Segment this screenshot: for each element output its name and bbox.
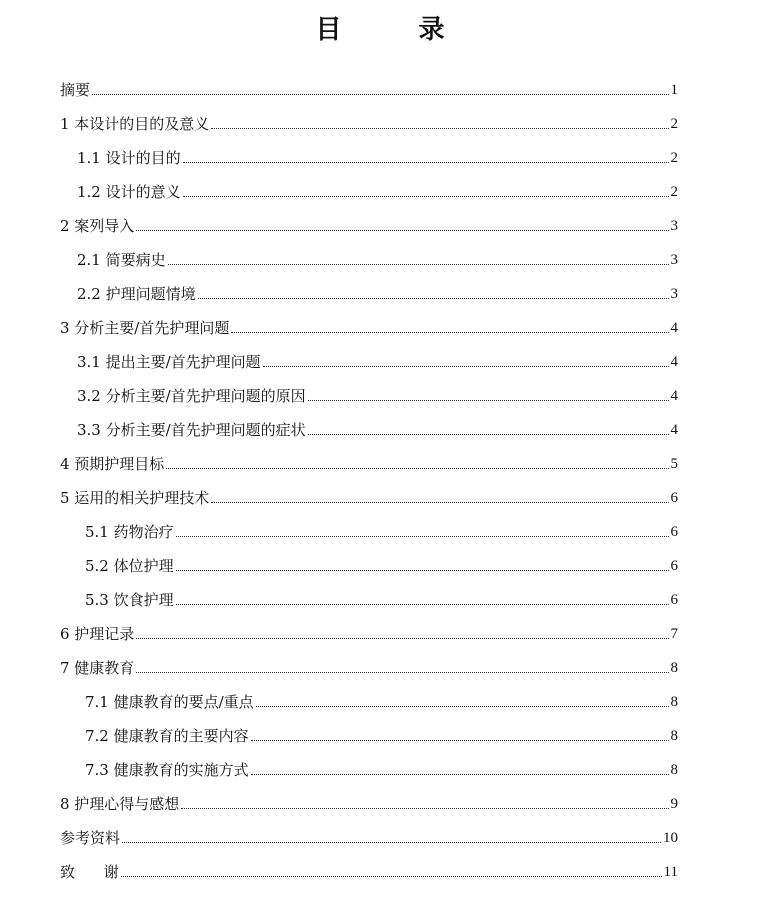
toc-entry-section-7-2[interactable]	[85, 722, 678, 746]
dot-leader	[92, 94, 668, 95]
toc-entry-chapter-8[interactable]	[60, 790, 678, 814]
toc-entry-page: 5	[670, 456, 678, 472]
toc-entry-section-5-1[interactable]	[85, 518, 678, 542]
toc-entry-label: 2.1 简要病史	[77, 251, 166, 269]
toc-entry-label: 5.2 体位护理	[85, 557, 174, 575]
dot-leader	[308, 400, 669, 401]
toc-entry-label: 7.2 健康教育的主要内容	[85, 727, 249, 745]
toc-entry-label: 7.1 健康教育的要点/重点	[85, 693, 254, 711]
toc-entry-page: 1	[670, 82, 678, 98]
dot-leader	[251, 774, 669, 775]
toc-entry-label: 5.3 饮食护理	[85, 591, 174, 609]
toc-entry-label: 7.3 健康教育的实施方式	[85, 761, 249, 779]
toc-entry-label: 6 护理记录	[60, 625, 135, 643]
dot-leader	[308, 434, 669, 435]
dot-leader	[121, 876, 662, 877]
toc-entry-chapter-3[interactable]	[60, 314, 678, 338]
toc-entry-label: 4 预期护理目标	[60, 455, 165, 473]
toc-entry-page: 4	[670, 422, 678, 438]
toc-entry-page: 6	[670, 592, 678, 608]
toc-entry-chapter-5[interactable]	[60, 484, 678, 508]
toc-entry-page: 8	[670, 660, 678, 676]
toc-entry-section-2-2[interactable]	[77, 280, 678, 304]
toc-entry-label: 摘要	[60, 81, 91, 99]
toc-entry-page: 3	[670, 286, 678, 302]
toc-entry-section-3-3[interactable]	[77, 416, 678, 440]
dot-leader	[176, 570, 669, 571]
toc-entry-section-3-2[interactable]	[77, 382, 678, 406]
toc-entry-label: 7 健康教育	[60, 659, 135, 677]
toc-entry-page: 8	[670, 762, 678, 778]
dot-leader	[168, 264, 669, 265]
toc-entry-chapter-2[interactable]	[60, 212, 678, 236]
toc-entry-page: 2	[670, 116, 678, 132]
page-title: 目 录	[315, 15, 479, 45]
toc-entry-label: 3.1 提出主要/首先护理问题	[77, 353, 261, 371]
dot-leader	[176, 604, 669, 605]
toc-entry-chapter-4[interactable]	[60, 450, 678, 474]
toc-entry-section-7-1[interactable]	[85, 688, 678, 712]
toc-entry-page: 6	[670, 558, 678, 574]
dot-leader	[176, 536, 669, 537]
dot-leader	[211, 502, 668, 503]
dot-leader	[251, 740, 669, 741]
toc-entry-page: 4	[670, 388, 678, 404]
toc-entry-page: 3	[670, 218, 678, 234]
toc-entry-page: 9	[670, 796, 678, 812]
dot-leader	[263, 366, 669, 367]
dot-leader	[231, 332, 668, 333]
toc-entry-label: 2.2 护理问题情境	[77, 285, 196, 303]
toc-entry-section-5-3[interactable]	[85, 586, 678, 610]
toc-entry-label: 参考资料	[60, 829, 121, 847]
dot-leader	[166, 468, 668, 469]
toc-entry-label: 3.3 分析主要/首先护理问题的症状	[77, 421, 306, 439]
toc-entry-page: 11	[663, 864, 678, 880]
dot-leader	[136, 672, 668, 673]
dot-leader	[183, 196, 669, 197]
toc-entry-label: 致 谢	[60, 863, 119, 881]
toc-entry-abstract[interactable]	[60, 76, 678, 100]
toc-entry-section-1-2[interactable]	[77, 178, 678, 202]
dot-leader	[136, 638, 668, 639]
toc-entry-label: 1 本设计的目的及意义	[60, 115, 210, 133]
toc-entry-chapter-1[interactable]	[60, 110, 678, 134]
toc-entry-label: 3 分析主要/首先护理问题	[60, 319, 230, 337]
toc-entry-section-3-1[interactable]	[77, 348, 678, 372]
dot-leader	[136, 230, 668, 231]
toc-entry-section-7-3[interactable]	[85, 756, 678, 780]
toc-entry-page: 6	[670, 524, 678, 540]
toc-entry-page: 10	[663, 830, 678, 846]
toc-entry-label: 8 护理心得与感想	[60, 795, 180, 813]
toc-entry-label: 1.1 设计的目的	[77, 149, 181, 167]
toc-entry-page: 4	[670, 354, 678, 370]
toc-entry-page: 6	[670, 490, 678, 506]
toc-entry-page: 4	[670, 320, 678, 336]
toc-entry-section-2-1[interactable]	[77, 246, 678, 270]
toc-entry-chapter-7[interactable]	[60, 654, 678, 678]
dot-leader	[181, 808, 668, 809]
toc-entry-chapter-6[interactable]	[60, 620, 678, 644]
toc-entry-page: 2	[670, 184, 678, 200]
dot-leader	[183, 162, 669, 163]
toc-entry-section-5-2[interactable]	[85, 552, 678, 576]
dot-leader	[256, 706, 669, 707]
toc-entry-page: 8	[670, 728, 678, 744]
toc-entry-label: 5.1 药物治疗	[85, 523, 174, 541]
toc-entry-acknowledgements[interactable]	[60, 858, 678, 882]
toc-entry-references[interactable]	[60, 824, 678, 848]
dot-leader	[198, 298, 669, 299]
toc-entry-label: 1.2 设计的意义	[77, 183, 181, 201]
toc-entry-page: 8	[670, 694, 678, 710]
toc-entry-label: 3.2 分析主要/首先护理问题的原因	[77, 387, 306, 405]
dot-leader	[122, 842, 661, 843]
toc-entry-page: 3	[670, 252, 678, 268]
dot-leader	[211, 128, 668, 129]
toc-entry-label: 5 运用的相关护理技术	[60, 489, 210, 507]
toc-entry-page: 7	[670, 626, 678, 642]
toc-entry-page: 2	[670, 150, 678, 166]
toc-entry-section-1-1[interactable]	[77, 144, 678, 168]
toc-entry-label: 2 案列导入	[60, 217, 135, 235]
